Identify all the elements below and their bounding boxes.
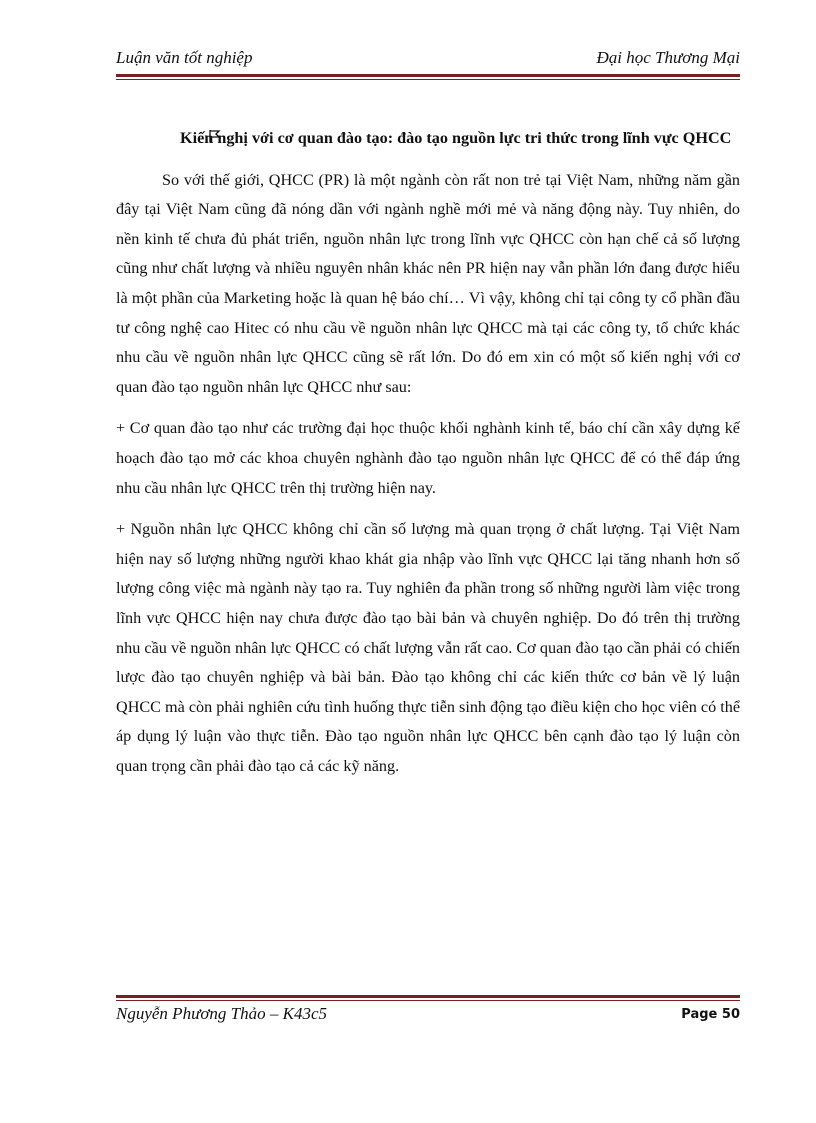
paragraph-recommendation-2: + Nguồn nhân lực QHCC không chỉ cần số lượng mà quan trọng ở chất lượng. Tại Việt Nam hiện nay số lượng những người khao khát gia nhập vào lĩnh vực QHCC lại tăng nhanh hơn số lượng công việc mà ngành này tạo ra. Tuy nghiên đa phần trong số những người làm việc trong lĩnh vực QHCC hiện nay chưa được đào tạo bài bản và chuyên nghiệp. Do đó trên thị trường nhu cầu về nguồn nhân lực QHCC có chất lượng vẫn rất cao. Cơ quan đào tạo cần phải có chiến lược đào tạo chuyên nghiệp và bài bản. Đào tạo không chỉ các kiến thức cơ bản về lý luận QHCC mà còn phải nghiên cứu tình huống thực tiễn sinh động tạo điều kiện cho học viên có thể áp dụng lý luận vào thực tiễn. Đào tạo nguồn nhân lực QHCC bên cạnh đào tạo lý luận còn quan trọng cần phải đào tạo cả các kỹ năng.: [116, 520, 741, 775]
page-footer: [116, 1004, 740, 1034]
header-university-label: Đại học Thương Mại: [596, 48, 740, 67]
page-body: [116, 124, 740, 781]
page-header: [116, 46, 740, 74]
header-divider: [116, 74, 740, 80]
header-thesis-label: Luận văn tốt nghiệp: [116, 48, 253, 67]
footer-author: Nguyễn Phương Thảo – K43c5: [116, 1004, 327, 1023]
paragraph-recommendation-1: + Cơ quan đào tạo như các trường đại học thuộc khối nghành kinh tế, báo chí cần xây dựng kế hoạch đào tạo mở các khoa chuyên nghành đào tạo nguồn nhân lực QHCC để có thể đáp ứng nhu cầu nhân lực QHCC trên thị trường hiện nay.: [116, 419, 740, 497]
footer-divider: [116, 995, 740, 1001]
section-heading-text: Kiến nghị với cơ quan đào tạo: đào tạo nguồn lực tri thức trong lĩnh vực QHCC: [180, 129, 732, 147]
flag-icon: [162, 124, 180, 154]
paragraph-intro: So với thế giới, QHCC (PR) là một ngành còn rất non trẻ tại Việt Nam, những năm gần đây tại Việt Nam cũng đã nóng dần với ngành nghề mới mẻ và năng động này. Tuy nhiên, do nền kinh tế chưa đủ phát triển, nguồn nhân lực trong lĩnh vực QHCC còn hạn chế cả số lượng cũng như chất lượng và nhiều nguyên nhân khác nên PR hiện nay vẫn phần lớn đang được hiểu là một phần của Marketing hoặc là quan hệ báo chí… Vì vậy, không chỉ tại công ty cổ phần đầu tư công nghệ cao Hitec có nhu cầu về nguồn nhân lực QHCC mà tại các công ty, tổ chức khác nhu cầu về nguồn nhân lực QHCC cũng sẽ rất lớn. Do đó em xin có một số kiến nghị với cơ quan đào tạo nguồn nhân lực QHCC như sau:: [116, 170, 740, 396]
section-heading: [116, 124, 740, 154]
page-number: Page 50: [681, 1007, 740, 1022]
